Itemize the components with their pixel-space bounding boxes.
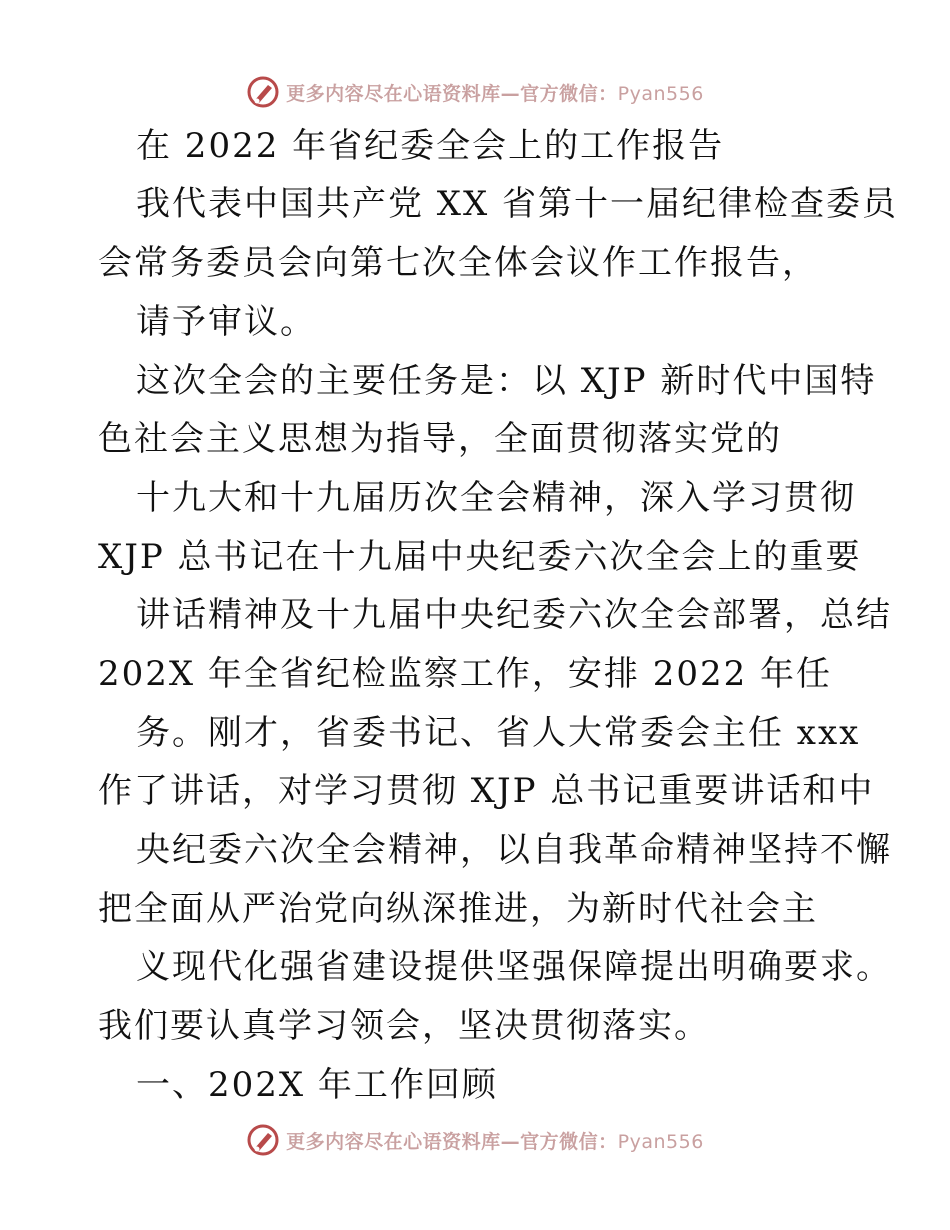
paragraph-line: 务。刚才，省委书记、省人大常委会主任 xxx	[136, 713, 861, 753]
pen-logo-icon	[246, 75, 280, 109]
watermark-text: 更多内容尽在心语资料库—官方微信：Pyan556	[286, 82, 704, 105]
footer-watermark	[0, 1120, 950, 1160]
paragraph-line: 这次全会的主要任务是：以 XJP 新时代中国特	[136, 361, 877, 401]
paragraph-line: 我代表中国共产党 XX 省第十一届纪律检查委员	[136, 184, 899, 224]
watermark-account: Pyan556	[617, 82, 704, 105]
paragraph-line: 讲话精神及十九届中央纪委六次全会部署，总结	[136, 595, 892, 635]
paragraph-line: 我们要认真学习领会，坚决贯彻落实。	[98, 1006, 710, 1046]
paragraph-line: 202X 年全省纪检监察工作，安排 2022 年任	[98, 654, 833, 694]
paragraph-line: 请予审议。	[136, 302, 316, 342]
section-heading: 一、202X 年工作回顾	[136, 1065, 498, 1105]
paragraph-line: 作了讲话，对学习贯彻 XJP 总书记重要讲话和中	[98, 771, 875, 811]
paragraph-line: 义现代化强省建设提供坚强保障提出明确要求。	[136, 947, 892, 987]
watermark-account: Pyan556	[617, 1130, 704, 1153]
paragraph-line: 十九大和十九届历次全会精神，深入学习贯彻	[136, 478, 856, 518]
paragraph-line: 把全面从严治党向纵深推进，为新时代社会主	[98, 889, 818, 929]
header-watermark	[0, 72, 950, 112]
document-title: 在 2022 年省纪委全会上的工作报告	[136, 126, 725, 166]
paragraph-line: 会常务委员会向第七次全体会议作工作报告，	[98, 243, 818, 283]
paragraph-line: 色社会主义思想为指导，全面贯彻落实党的	[98, 419, 782, 459]
paragraph-line: XJP 总书记在十九届中央纪委六次全会上的重要	[98, 537, 862, 577]
watermark-text: 更多内容尽在心语资料库—官方微信：Pyan556	[286, 1130, 704, 1153]
paragraph-line: 央纪委六次全会精神，以自我革命精神坚持不懈	[136, 830, 892, 870]
pen-logo-icon	[246, 1123, 280, 1157]
